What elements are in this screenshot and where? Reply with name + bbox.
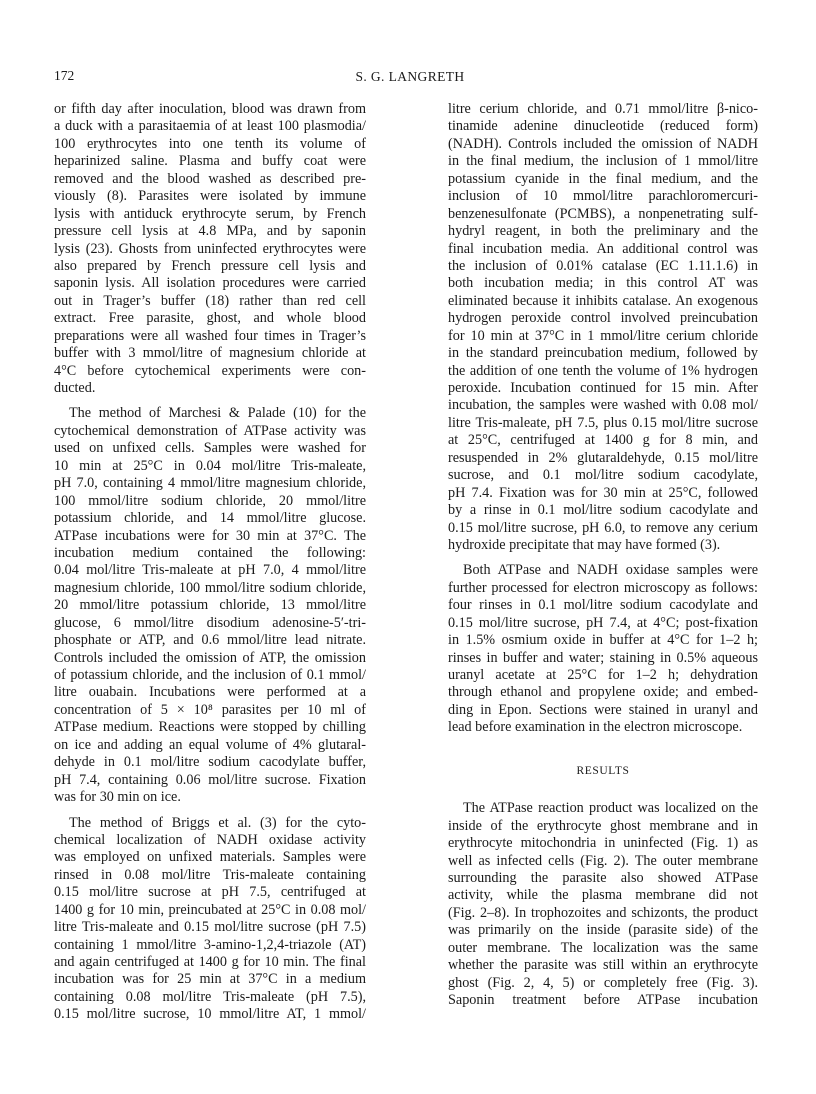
text-line: litre Tris-maleate and 0.15 mol/litre sucrose (pH 7.5) (54, 919, 366, 936)
text-line: for 10 min at 37°C in 1 mmol/litre cerium chloride (448, 327, 758, 344)
text-line: The method of Briggs et al. (3) for the cyto- (69, 814, 366, 831)
text-line: or fifth day after inoculation, blood was drawn from (54, 101, 366, 117)
page-number: 172 (54, 68, 75, 83)
text-line: tinamide adenine dinucleotide (reduced form) (448, 118, 758, 135)
text-line: hydrogen peroxide control involved preincubation (448, 310, 758, 327)
right-column (448, 101, 758, 1009)
text-line: lysis with antiduck erythrocyte serum, by French (54, 205, 366, 222)
text-line: out in Trager’s buffer (18) rather than red cell (54, 292, 366, 309)
text-line: erythrocyte mitochondria in uninfected (Fig. 1) as (448, 835, 758, 852)
text-line: surrounding the parasite also showed ATPase (448, 869, 758, 886)
paragraph (448, 800, 758, 1009)
text-line: a duck with a parasitaemia of at least 100 plasmodia/ (54, 118, 366, 135)
text-line: ATPase medium. Reactions were stopped by chilling (54, 719, 366, 736)
left-column (54, 101, 366, 1024)
text-line: incubation, the samples were washed with 0.08 mol/ (448, 397, 758, 414)
text-line: was primarily on the inside (parasite side) of the (448, 922, 758, 939)
text-line: ding in Epon. Sections were stained in uranyl and (448, 701, 758, 718)
running-head-author: S. G. LANGRETH (355, 69, 465, 84)
text-line: potassium chloride, and 14 mmol/litre glucose. (54, 510, 366, 527)
text-line: inside of the erythrocyte ghost membrane and in (448, 817, 758, 834)
text-line: saponin lysis. All isolation procedures were carried (54, 275, 366, 292)
text-line: lysis (23). Ghosts from uninfected erythrocytes were (54, 240, 366, 257)
text-line: four rinses in 0.1 mol/litre sodium cacodylate and (448, 597, 758, 614)
text-line: 100 mmol/litre sodium chloride, 20 mmol/litre (54, 492, 366, 509)
text-line: ducted. (54, 380, 96, 396)
text-line: pH 7.4, containing 0.06 mol/litre sucrose. Fixation (54, 771, 366, 788)
text-line: litre ouabain. Incubations were performed at a (54, 684, 366, 701)
text-line: also prepared by French pressure cell lysis and (54, 257, 366, 274)
text-line: dehyde in 0.1 mol/litre sodium cacodylate buffer, (54, 754, 366, 771)
text-line: ghost (Fig. 2, 4, 5) or completely free (Fig. 3). (448, 974, 758, 991)
paragraph-spacing (448, 554, 758, 562)
text-line: by a rinse in 0.1 mol/litre sodium cacodylate and (448, 502, 758, 519)
page-header (54, 68, 766, 88)
text-line: potassium cyanide in the final medium, and the (448, 170, 758, 187)
text-line: heparinized saline. Plasma and buffy coat were (54, 153, 366, 170)
text-line: glucose, 6 mmol/litre disodium adenosine-5′-tri- (54, 614, 366, 631)
text-line: peroxide. Incubation continued for 15 min. After (448, 380, 758, 396)
text-line: magnesium chloride, 100 mmol/litre sodium chloride, (54, 579, 366, 596)
text-line: removed and the blood washed as described pre- (54, 170, 366, 187)
paragraph (54, 101, 366, 397)
text-line: (NADH). Controls included the omission of NADH (448, 135, 758, 152)
text-line: outer membrane. The localization was the same (448, 939, 758, 956)
text-line: the inclusion of 0.01% catalase (EC 1.11.1.6) in (448, 257, 758, 274)
text-line: further processed for electron microscopy as follows: (448, 579, 758, 596)
text-line: pH 7.0, containing 4 mmol/litre magnesium chloride, (54, 475, 366, 492)
text-line: chemical localization of NADH oxidase activity (54, 831, 366, 848)
text-line: final incubation media. An additional control was (448, 240, 758, 257)
text-line: rinses in buffer and water; staining in 0.5% aqueous (448, 649, 758, 666)
text-line: on ice and adding an equal volume of 4% glutaral- (54, 736, 366, 753)
text-line: in the final medium, the inclusion of 1 mmol/litre (448, 153, 758, 170)
paragraph (448, 101, 758, 554)
text-line: was employed on unfixed materials. Samples were (54, 849, 366, 866)
text-line: the addition of one tenth the volume of 1% hydrogen (448, 362, 758, 379)
paragraph (54, 405, 366, 806)
text-line: hydroxide precipitate that may have formed (3). (448, 536, 721, 553)
text-line: lead before examination in the electron microscope. (448, 719, 743, 736)
text-line: uranyl acetate at 25°C for 1–2 h; dehydration (448, 667, 758, 683)
text-line: litre Tris-maleate, pH 7.5, plus 0.15 mol/litre sucrose (448, 414, 758, 431)
paragraph-spacing (54, 807, 366, 815)
text-line: buffer with 3 mmol/litre of magnesium chloride at (54, 345, 366, 362)
text-line: Controls included the omission of ATP, the omission (54, 649, 366, 666)
text-line: 100 erythrocytes into one tenth its volume of (54, 135, 366, 152)
text-line: of potassium chloride, and the inclusion of 0.1 mmol/ (54, 667, 366, 683)
text-line: containing 1 mmol/litre 3-amino-1,2,4-triazole (AT) (54, 936, 366, 953)
paragraph-spacing (54, 397, 366, 405)
text-line: through ethanol and propylene oxide; and embed- (448, 684, 758, 701)
text-line: extract. Free parasite, ghost, and whole blood (54, 310, 366, 327)
text-line: ATPase incubations were for 30 min at 37°C. The (54, 527, 366, 544)
text-line: at 25°C, centrifuged at 1400 g for 8 min, and (448, 432, 758, 449)
text-line: rinsed in 0.08 mol/litre Tris-maleate containing (54, 866, 366, 883)
text-line: and again centrifuged at 1400 g for 10 min. The final (54, 954, 366, 970)
text-line: 10 min at 25°C in 0.04 mol/litre Tris-maleate, (54, 457, 366, 474)
text-line: The method of Marchesi & Palade (10) for the (69, 405, 366, 422)
text-line: 0.15 mol/litre sucrose, 10 mmol/litre AT, 1 mmol/ (54, 1006, 366, 1023)
section-heading-results: RESULTS (576, 764, 630, 777)
text-line: concentration of 5 × 10⁸ parasites per 10 ml of (54, 701, 366, 718)
text-line: resuspended in 2% glutaraldehyde, 0.15 mol/litre (448, 449, 758, 466)
text-line: 0.15 mol/litre sucrose, pH 7.4, at 4°C; post-fixation (448, 614, 758, 631)
text-line: 0.15 mol/litre sucrose, pH 6.0, to remove any cerium (448, 519, 758, 536)
text-line: was for 30 min on ice. (54, 789, 181, 806)
text-line: containing 0.08 mol/litre Tris-maleate (pH 7.5), (54, 988, 366, 1005)
text-line: 0.15 mol/litre sucrose at pH 7.5, centrifuged at (54, 884, 366, 901)
text-line: pH 7.4. Fixation was for 30 min at 25°C, followed (448, 484, 758, 501)
text-line: hydryl reagent, in both the preliminary and the (448, 223, 758, 240)
text-line: Both ATPase and NADH oxidase samples were (463, 562, 758, 579)
text-line: incubation was for 25 min at 37°C in a medium (54, 971, 366, 988)
text-line: 1400 g for 10 min, preincubated at 25°C in 0.08 mol/ (54, 901, 366, 918)
text-line: 0.04 mol/litre Tris-maleate at pH 7.0, 4 mmol/litre (54, 562, 366, 579)
paragraph (54, 815, 366, 1024)
text-line: cytochemical demonstration of ATPase activity was (54, 422, 366, 439)
text-line: eliminated because it inhibits catalase. An exogenous (448, 292, 758, 309)
text-line: 4°C before cytochemical experiments were con- (54, 362, 366, 379)
text-line: (Fig. 2–8). In trophozoites and schizonts, the product (448, 904, 758, 921)
text-line: benzenesulfonate (PCMBS), a nonpenetrating sulf- (448, 205, 758, 222)
text-line: whether the parasite was still within an erythrocyte (448, 957, 758, 974)
text-line: in 1.5% osmium oxide in buffer at 4°C for 1–2 h; (448, 632, 758, 649)
text-line: both incubation media; in this control AT was (448, 275, 758, 292)
text-line: litre cerium chloride, and 0.71 mmol/litre β-nico- (448, 101, 758, 117)
text-line: sucrose, and 0.1 mol/litre sodium cacodylate, (448, 467, 758, 484)
text-line: phosphate or ATP, and 0.6 mmol/litre lead nitrate. (54, 632, 366, 649)
text-line: inclusion of 10 mmol/litre parachloromercuri- (448, 188, 758, 205)
text-line: viously (8). Parasites were isolated by immune (54, 188, 366, 205)
text-line: used on unfixed cells. Samples were washed for (54, 440, 366, 457)
text-line: incubation medium contained the following: (54, 544, 366, 561)
text-line: Saponin treatment before ATPase incubation (448, 992, 758, 1008)
text-line: pressure cell lysis at 4.8 MPa, and by saponin (54, 223, 366, 240)
text-line: well as infected cells (Fig. 2). The outer membrane (448, 852, 758, 869)
paragraph (448, 562, 758, 736)
text-line: activity, while the plasma membrane did not (448, 887, 758, 904)
text-line: in the standard preincubation medium, followed by (448, 345, 758, 362)
text-line: 20 mmol/litre potassium chloride, 13 mmol/litre (54, 597, 366, 614)
text-line: preparations were all washed four times in Trager’s (54, 327, 366, 344)
text-line: The ATPase reaction product was localized on the (463, 800, 758, 817)
